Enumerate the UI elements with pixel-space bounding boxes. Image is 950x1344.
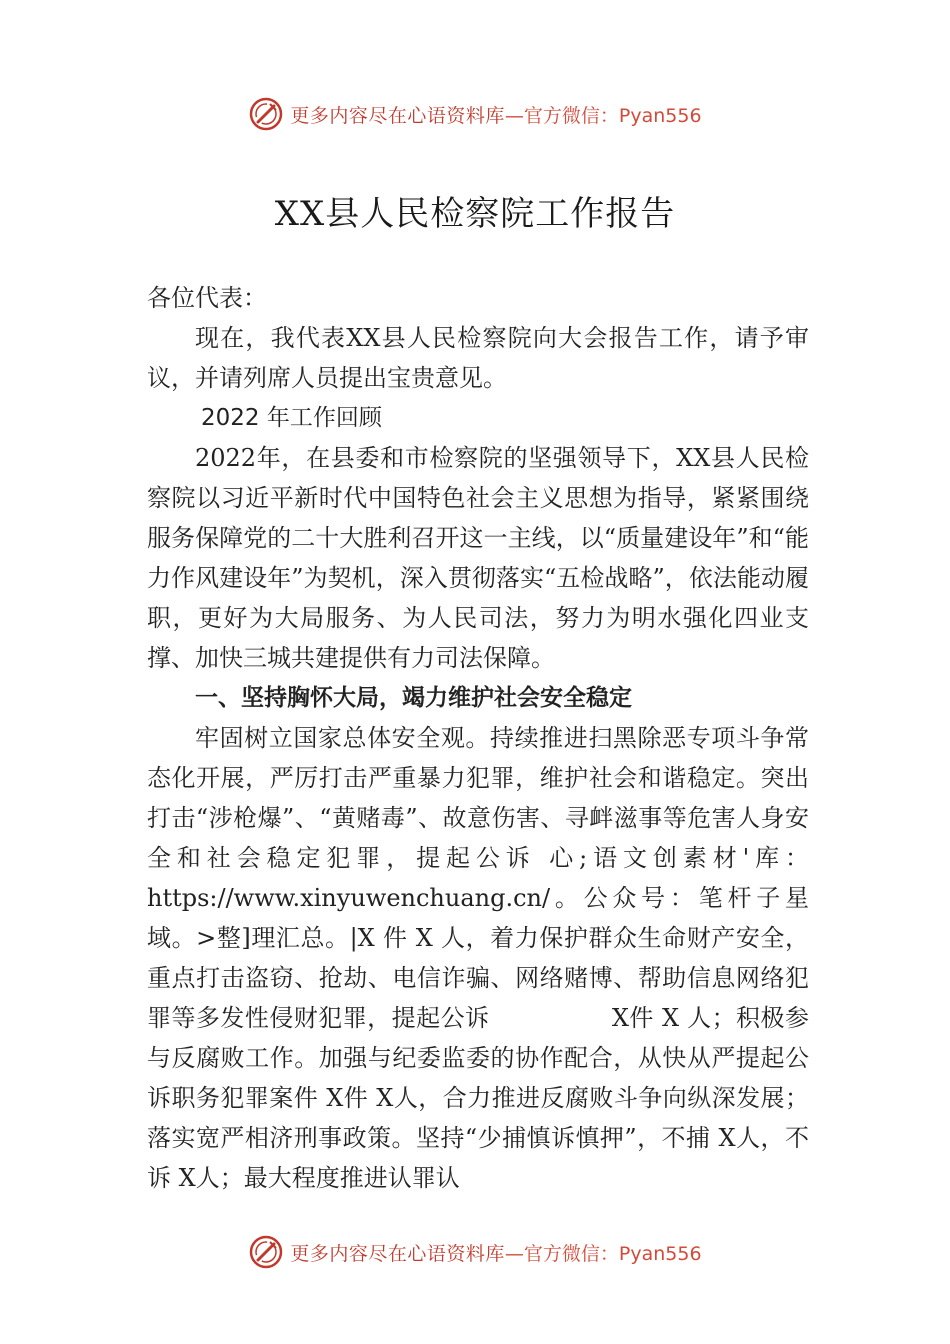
logo-icon [248, 96, 284, 132]
review-heading: 2022 年工作回顾 [201, 405, 382, 431]
watermark-brand: 更多内容尽在心语资料库 [290, 1242, 505, 1265]
watermark-brand: 更多内容尽在心语资料库 [290, 104, 505, 127]
section-one-paragraph: 牢固树立国家总体安全观。持续推进扫黑除恶专项斗争常态化开展，严厉打击严重暴力犯罪，维护社会和谐稳定。突出打击“涉枪爆”、“黄赌毒”、故意伤害、寻衅滋事等危害人身安全和社会稳定犯罪，提起公诉 心;语文创素材'库：https://www.xinyuwenchuang.cn/。公众号：笔杆子星域。>整]理汇总。|X 件 X 人，着力保护群众生命财产安全，重点打击盗窃、抢劫、电信诈骗、网络赌博、帮助信息网络犯罪等多发性侵财犯罪，提起公诉 X件 X 人；积极参与反腐败工作。加强与纪委监委的协作配合，从快从严提起公诉职务犯罪案件 X件 X人，合力推进反腐败斗争向纵深发展；落实宽严相济刑事政策。坚持“少捕慎诉慎押”，不捕 X人，不诉 X人；最大程度推进认罪认 [147, 724, 809, 1192]
document-body [147, 278, 809, 1198]
intro-paragraph: 现在，我代表XX县人民检察院向大会报告工作，请予审议，并请列席人员提出宝贵意见。 [147, 324, 809, 392]
salutation: 各位代表： [147, 284, 267, 312]
logo-icon [248, 1234, 284, 1270]
section-one-heading: 一、坚持胸怀大局，竭力维护社会安全稳定 [195, 685, 632, 711]
watermark-wechat: —官方微信：Pyan556 [504, 104, 702, 127]
watermark-banner-top [0, 94, 950, 134]
review-paragraph: 2022年，在县委和市检察院的坚强领导下，XX县人民检察院以习近平新时代中国特色社会主义思想为指导，紧紧围绕服务保障党的二十大胜利召开这一主线，以“质量建设年”和“能力作风建设年”为契机，深入贯彻落实“五检战略”，依法能动履职，更好为大局服务、为人民司法，努力为明水强化四业支撑、加快三城共建提供有力司法保障。 [147, 444, 809, 672]
watermark-banner-bottom [0, 1232, 950, 1272]
watermark-wechat: —官方微信：Pyan556 [504, 1242, 702, 1265]
document-title: XX县人民检察院工作报告 [274, 194, 676, 234]
